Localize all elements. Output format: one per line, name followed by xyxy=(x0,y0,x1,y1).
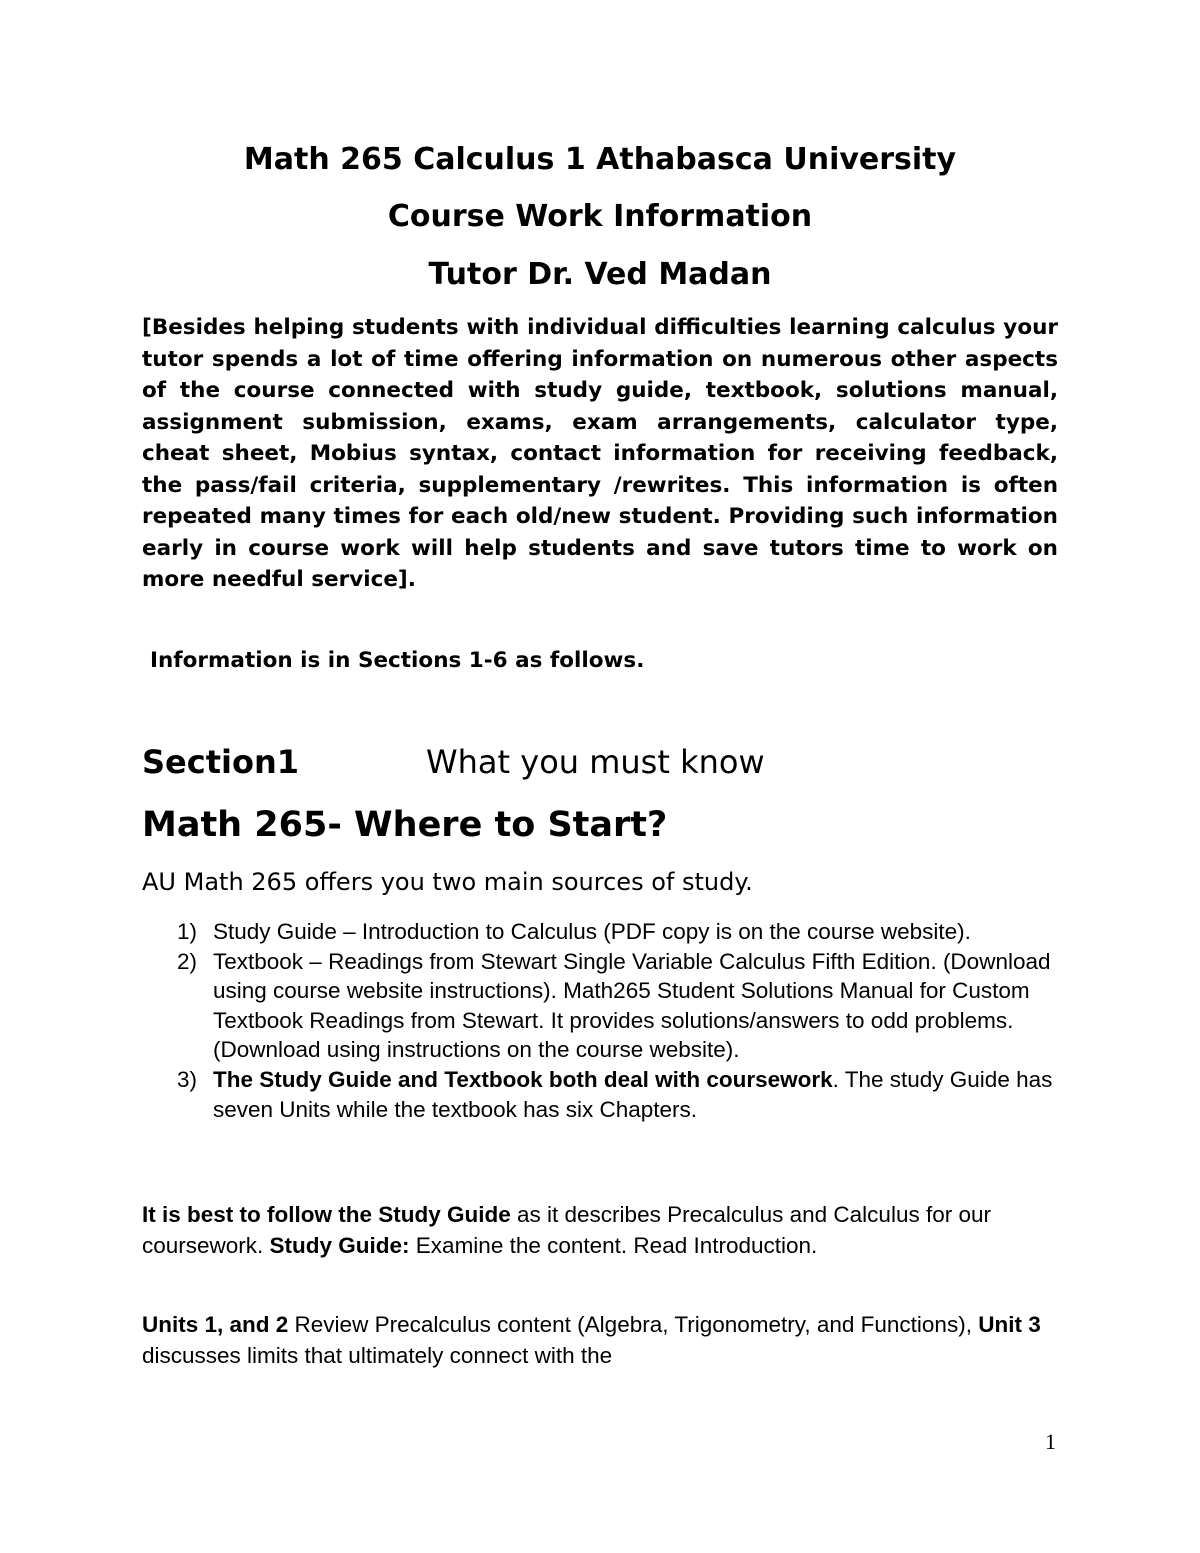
sections-overview: Information is in Sections 1-6 as follows. xyxy=(150,648,645,673)
paragraph-text: as it describes Precalculus and Calculus for our coursework. xyxy=(142,1202,991,1258)
document-subtitle: Course Work Information xyxy=(387,199,813,234)
list-item-number: 2) xyxy=(177,948,198,974)
list-item-bold-text: The Study Guide and Textbook both deal with coursework xyxy=(213,1066,833,1092)
paragraph-bold-text: Unit 3 xyxy=(978,1312,1041,1337)
study-guide-paragraph xyxy=(142,1199,1042,1261)
intro-paragraph xyxy=(142,312,1058,596)
paragraph-text: discusses limits that ultimately connect with the xyxy=(142,1343,613,1368)
list-item-text: Study Guide – Introduction to Calculus (PDF copy is on the course website). xyxy=(213,919,971,944)
list-item xyxy=(142,947,1062,1065)
intro-text: [Besides helping students with individual difficulties learning calculus your tutor spends a lot of time offering information on numerous other aspects of the course connected with study guide, textbook, solutions manual, assignment submission, exams, exam arrangements, calculator type, cheat sheet, Mobius syntax, contact information for receiving feedback, the pass/fail criteria, supplementary /rewrites. This information is often repeated many times for each old/new student. Providing such information early in course work will help students and save tutors time to work on more needful service]. xyxy=(142,315,1058,592)
page-number: 1 xyxy=(1045,1429,1056,1454)
lead-sentence: AU Math 265 offers you two main sources of study. xyxy=(142,868,753,896)
section-number: Section1 xyxy=(142,743,300,781)
units-paragraph xyxy=(142,1309,1042,1371)
paragraph-text: Review Precalculus content (Algebra, Trigonometry, and Functions), xyxy=(288,1312,979,1337)
list-item-text: Textbook – Readings from Stewart Single Variable Calculus Fifth Edition. (Download using course website instructions). Math265 Student Solutions Manual for Custom Textbook Readings from Stewart. It provides solutions/answers to odd problems. (Download using instructions on the course website). xyxy=(213,948,1051,1063)
list-item-number: 3) xyxy=(177,1066,198,1092)
list-item-number: 1) xyxy=(177,919,198,944)
list-item-text xyxy=(213,1065,1062,1124)
paragraph-text: Examine the content. Read Introduction. xyxy=(409,1233,818,1258)
paragraph-bold-text: Units 1, and 2 xyxy=(142,1312,289,1337)
tutor-name: Tutor Dr. Ved Madan xyxy=(428,257,772,292)
section-heading: Math 265- Where to Start? xyxy=(142,805,668,845)
sources-list xyxy=(142,917,1062,1124)
document-title: Math 265 Calculus 1 Athabasca University xyxy=(243,142,957,177)
paragraph-bold-text: Study Guide: xyxy=(269,1233,410,1258)
list-item-rest-text: . The study Guide has seven Units while the textbook has six Chapters. xyxy=(213,1066,1053,1122)
section-header xyxy=(142,740,765,784)
section-title: What you must know xyxy=(426,743,765,781)
list-item xyxy=(142,917,1062,947)
list-item xyxy=(142,1065,1062,1124)
paragraph-bold-text: It is best to follow the Study Guide xyxy=(142,1202,511,1227)
